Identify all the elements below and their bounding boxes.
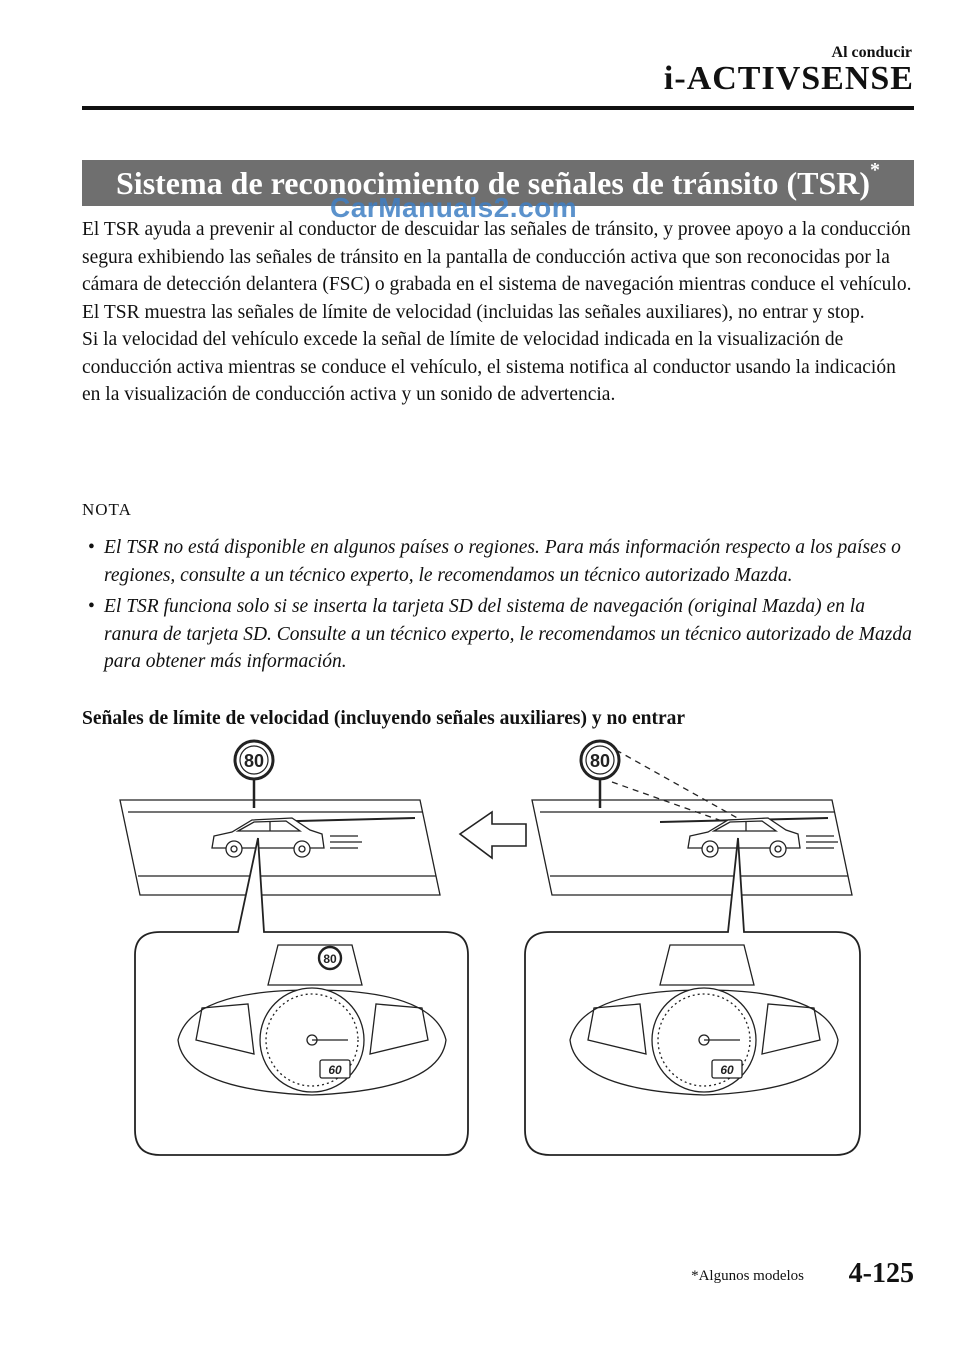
speed-readout: 60	[328, 1063, 342, 1077]
arrow-left-icon	[460, 812, 526, 858]
paragraph: El TSR ayuda a prevenir al conductor de descuidar las señales de tránsito, y provee apoyo a la conducción segura exhibiendo las señales de tránsito en la pantalla de conducción activa que son reconocidas por la cámara de detección delantera (FSC) o grabada en el sistema de navegación mientras conduce el vehículo.	[82, 219, 912, 295]
paragraph: El TSR muestra las señales de límite de velocidad (incluidas las señales auxiliares), no entrar y stop.	[82, 301, 865, 323]
sign-value: 80	[243, 751, 265, 771]
watermark: CarManuals2.com	[330, 192, 578, 223]
display-sign-value: 80	[323, 952, 337, 966]
bullet: •	[88, 537, 95, 558]
speed-readout: 60	[720, 1063, 734, 1077]
figure-heading: Señales de límite de velocidad (incluyendo señales auxiliares) y no entrar	[82, 708, 686, 729]
paragraph: Si la velocidad del vehículo excede la señal de límite de velocidad indicada en la visualización de conducción activa mientras se conduce el vehículo, el sistema notifica al conductor usando la indicación en la visualización de conducción activa y un sonido de advertencia.	[82, 329, 896, 405]
sign-value: 80	[589, 751, 611, 771]
nota-label: NOTA	[82, 500, 132, 519]
nota-text: El TSR funciona solo si se inserta la tarjeta SD del sistema de navegación (original Mazda) en la ranura de tarjeta SD. Consulte a un técnico experto, le recomendamos un técnico autorizado de Mazda para obtener más información.	[104, 596, 912, 672]
nota-text: El TSR no está disponible en algunos países o regiones. Para más información respecto a los países o regiones, consulte a un técnico experto, le recomendamos un técnico autorizado Mazda.	[104, 537, 901, 586]
section-title: i-ACTIVSENSE	[663, 60, 914, 97]
bullet: •	[88, 596, 95, 617]
right-speed-sign	[581, 741, 619, 808]
title-text: Sistema de reconocimiento de señales de tránsito (TSR)	[116, 165, 870, 201]
title-marker: *	[870, 159, 880, 181]
page-number: 4-125	[848, 1258, 914, 1289]
left-speed-sign	[235, 741, 273, 808]
footer-note: *Algunos modelos	[691, 1268, 804, 1284]
chapter-label: Al conducir	[831, 44, 912, 61]
